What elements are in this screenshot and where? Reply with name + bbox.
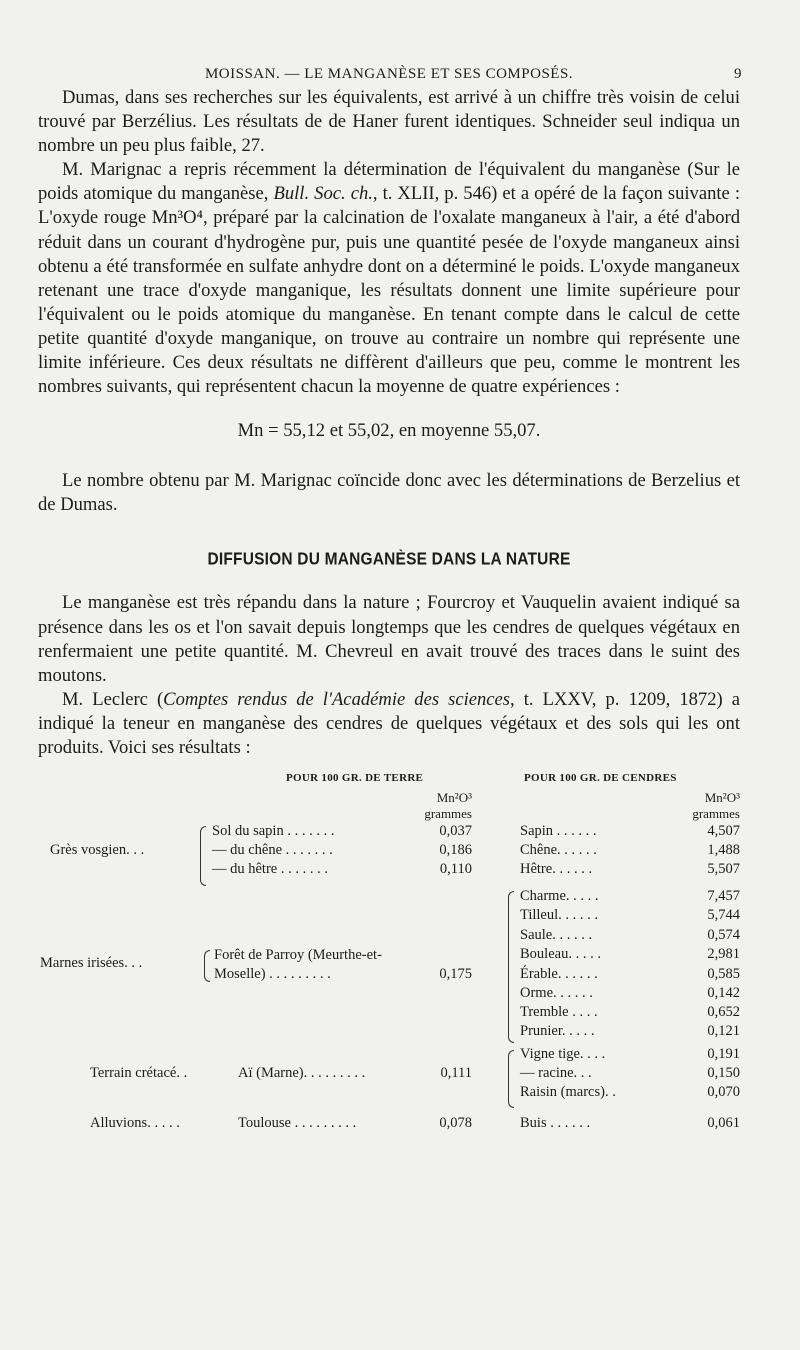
soil-value: 0,110 xyxy=(439,861,472,878)
text: , t. XLII, p. 546) et a opéré de la façon suivante : L'oxyde rouge Mn³O⁴, préparé par la calcination de l'oxalate manganeux à l'air, a été d'abord réduit dans un courant d'hydrogène pur, puis une quantité pesée de l'oxyde manganeux ainsi obtenu a été transformée en sulfate anhydre dont on a déterminé le poids. L'oxyde manganeux retenant une trace d'oxyde manganique, les résultats donnent une limite supérieure pour l'équivalent ou le poids atomique du manganèse. En tenant compte dans le calcul de cette petite quantité d'oxyde manganique, on trouve au contraire un nombre qui représente une limite inférieure. Ces deux résultats ne diffèrent d'ailleurs que peu, comme le montrent les nombres suivants, qui représentent chacun la moyenne de quatre expériences : xyxy=(38,183,740,398)
results-table xyxy=(38,772,740,1172)
unit-soil: grammes xyxy=(424,806,472,822)
section-heading: DIFFUSION DU MANGANÈSE DANS LA NATURE xyxy=(207,550,571,570)
plant-label: Saule. . . . . . xyxy=(520,927,593,944)
page xyxy=(38,62,740,1172)
page-number: 9 xyxy=(734,66,742,82)
paragraph-diffusion: Le manganèse est très répandu dans la nature ; Fourcroy et Vauquelin avaient indiqué sa présence dans les os et l'on savait depuis longtemps que les cendres de quelques végétaux en renfermaient une petite quantité. M. Chevreul en avait trouvé des traces dans le suint des moutons. xyxy=(38,592,740,686)
soil-label: Sol du sapin . . . . . . . xyxy=(212,823,335,840)
brace xyxy=(204,950,210,982)
paragraph-marignac xyxy=(38,158,740,399)
text: M. Marignac a repris récemment la détermination de l'équivalent du manganèse (Sur le poids atomique du manganèse, xyxy=(38,159,740,205)
plant-value: 0,191 xyxy=(707,1046,740,1063)
plant-value: 1,488 xyxy=(707,842,740,859)
plant-label: — racine. . . xyxy=(520,1065,592,1082)
paragraph-dumas: Dumas, dans ses recherches sur les équivalents, est arrivé à un chiffre très voisin de celui trouvé par Berzélius. Les résultats de de Haner furent identiques. Schneider seul indiqua un nombre un peu plus faible, 27. xyxy=(38,87,740,157)
soil-value: 0,037 xyxy=(439,823,472,840)
plant-value: 2,981 xyxy=(707,946,740,963)
soil-label: Aï (Marne). . . . . . . . . xyxy=(238,1065,366,1082)
brace xyxy=(508,891,514,1043)
plant-value: 0,070 xyxy=(707,1084,740,1101)
plant-value: 7,457 xyxy=(707,888,740,905)
brace xyxy=(200,826,206,886)
plant-value: 0,061 xyxy=(707,1115,740,1132)
terrain-label: Grès vosgien. . . xyxy=(50,842,145,859)
plant-value: 0,574 xyxy=(707,927,740,944)
soil-label: Moselle) . . . . . . . . . xyxy=(214,966,331,983)
plant-label: Chêne. . . . . . xyxy=(520,842,597,859)
text: , t. LXXV, p. 1209, 1872) a indiqué la teneur en manganèse des cendres de quelques végétaux et des sols qui les ont produits. Voici ses résultats : xyxy=(38,688,740,758)
soil-label: Forêt de Parroy (Meurthe-et- xyxy=(214,947,382,964)
plant-value: 5,744 xyxy=(707,907,740,924)
soil-value: 0,111 xyxy=(440,1065,472,1082)
plant-label: Charme. . . . . xyxy=(520,888,599,905)
terrain-label: Marnes irisées. . . xyxy=(40,955,143,972)
unit-ash: grammes xyxy=(692,806,740,822)
formula: Mn = 55,12 et 55,02, en moyenne 55,07. xyxy=(237,420,541,442)
plant-label: Vigne tige. . . . xyxy=(520,1046,606,1063)
plant-value: 0,142 xyxy=(707,985,740,1002)
plant-label: Buis . . . . . . xyxy=(520,1115,591,1132)
unit-formula-soil: Mn²O³ xyxy=(436,790,472,806)
citation: Bull. Soc. ch. xyxy=(273,183,373,205)
plant-value: 0,121 xyxy=(707,1023,740,1040)
plant-label: Sapin . . . . . . xyxy=(520,823,597,840)
paragraph-conclusion: Le nombre obtenu par M. Marignac coïncide donc avec les déterminations de Berzelius et de Dumas. xyxy=(38,470,740,516)
citation: Comptes rendus de l'Académie des sciences xyxy=(163,688,511,710)
plant-label: Raisin (marcs). . xyxy=(520,1084,616,1101)
soil-value: 0,175 xyxy=(439,966,472,983)
paragraph-leclerc xyxy=(38,688,740,760)
plant-value: 4,507 xyxy=(707,823,740,840)
plant-label: Prunier. . . . . xyxy=(520,1023,595,1040)
running-title: MOISSAN. — LE MANGANÈSE ET SES COMPOSÉS. xyxy=(204,66,574,82)
soil-value: 0,078 xyxy=(439,1115,472,1132)
plant-value: 0,652 xyxy=(707,1004,740,1021)
soil-value: 0,186 xyxy=(439,842,472,859)
table-head-soil: POUR 100 GR. DE TERRE xyxy=(286,772,424,785)
plant-value: 5,507 xyxy=(707,861,740,878)
terrain-label: Alluvions. . . . . xyxy=(90,1115,180,1132)
plant-value: 0,585 xyxy=(707,966,740,983)
soil-label: — du chêne . . . . . . . xyxy=(212,842,333,859)
plant-label: Bouleau. . . . . xyxy=(520,946,601,963)
table-head-ash: POUR 100 GR. DE CENDRES xyxy=(524,772,677,785)
plant-value: 0,150 xyxy=(707,1065,740,1082)
plant-label: Tremble . . . . xyxy=(520,1004,598,1021)
terrain-label: Terrain crétacé. . xyxy=(90,1065,188,1082)
soil-label: Toulouse . . . . . . . . . xyxy=(238,1115,357,1132)
brace xyxy=(508,1050,514,1108)
plant-label: Érable. . . . . . xyxy=(520,966,598,983)
running-head xyxy=(38,62,740,86)
soil-label: — du hêtre . . . . . . . xyxy=(212,861,328,878)
unit-formula-ash: Mn²O³ xyxy=(704,790,740,806)
text: M. Leclerc ( xyxy=(62,688,164,710)
plant-label: Orme. . . . . . xyxy=(520,985,593,1002)
plant-label: Hêtre. . . . . . xyxy=(520,861,593,878)
plant-label: Tilleul. . . . . . xyxy=(520,907,599,924)
